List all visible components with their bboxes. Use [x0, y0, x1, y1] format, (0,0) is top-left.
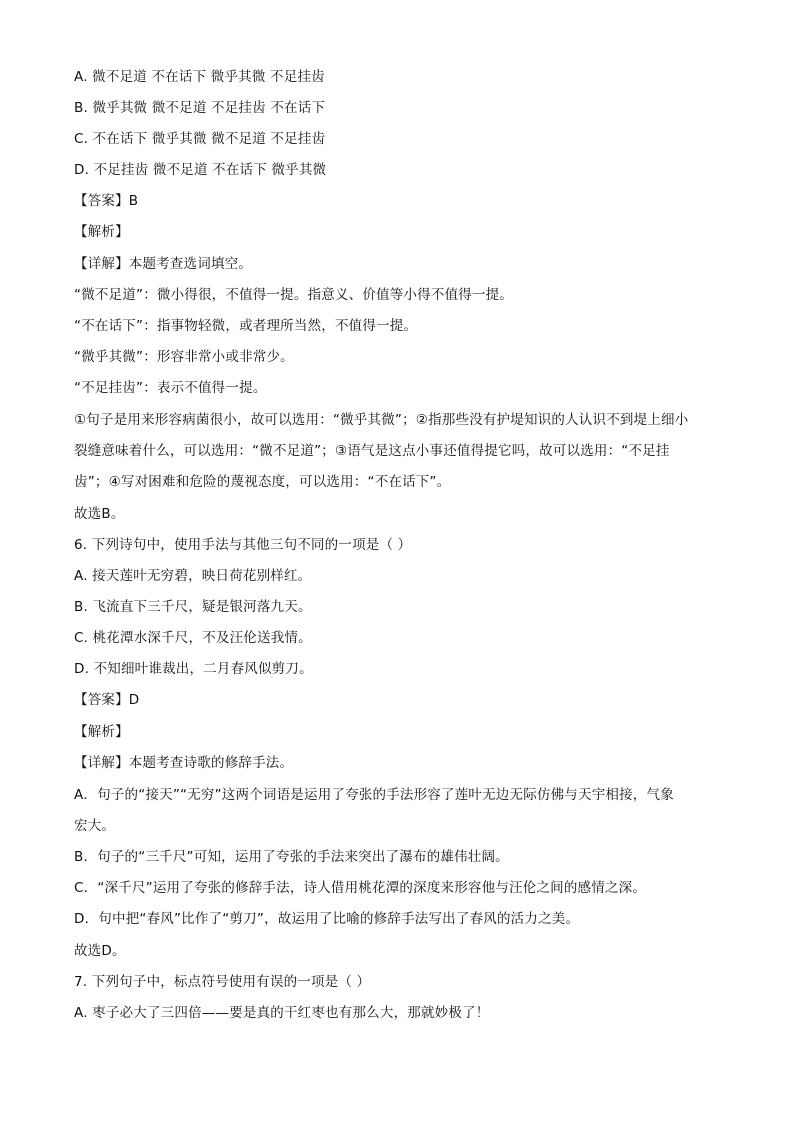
- explanation-d-line: D．句中把“春风”比作了“剪刀”，故运用了比喻的修辞手法写出了春风的活力之美。: [74, 911, 580, 927]
- explanation-paragraph-line: ①句子是用来形容病菌很小，故可以选用：“微乎其微”；②指那些没有护堤知识的人认识不到堤上细小: [74, 412, 689, 428]
- option-d: D. 不知细叶谁裁出，二月春风似剪刀。: [74, 661, 313, 677]
- answer-label: 【答案】D: [74, 692, 140, 708]
- option-b: B. 微乎其微 微不足道 不足挂齿 不在话下: [74, 100, 326, 116]
- option-a: A. 微不足道 不在话下 微乎其微 不足挂齿: [74, 69, 325, 85]
- option-c: C. 不在话下 微乎其微 微不足道 不足挂齿: [74, 131, 326, 147]
- explanation-c-line: C．“深千尺”运用了夸张的修辞手法，诗人借用桃花潭的深度来形容他与汪伦之间的感情之深。: [74, 880, 647, 896]
- definition-line: “微不足道”：微小得很，不值得一提。指意义、价值等小得不值得一提。: [74, 287, 514, 303]
- definition-line: “不足挂齿”：表示不值得一提。: [74, 380, 267, 396]
- explanation-a-line: 宏大。: [74, 818, 116, 834]
- explanation-paragraph-line: 齿”；④写对困难和危险的蔑视态度，可以选用：“不在话下”。: [74, 474, 451, 490]
- explanation-b-line: B．句子的“三千尺”可知，运用了夸张的手法来突出了瀑布的雄伟壮阔。: [74, 849, 509, 865]
- option-c: C. 桃花潭水深千尺，不及汪伦送我情。: [74, 630, 312, 646]
- explanation-intro: 【详解】本题考查诗歌的修辞手法。: [74, 755, 294, 771]
- analysis-label: 【解析】: [74, 724, 129, 740]
- analysis-label: 【解析】: [74, 224, 129, 240]
- option-a: A. 枣子必大了三四倍——要是真的干红枣也有那么大，那就妙极了！: [74, 1005, 490, 1021]
- option-d: D. 不足挂齿 微不足道 不在话下 微乎其微: [74, 162, 327, 178]
- explanation-paragraph-line: 裂缝意味着什么，可以选用：“微不足道”；③语气是这点小事还值得提它吗，故可以选用：“不足挂: [74, 443, 670, 459]
- option-b: B. 飞流直下三千尺，疑是银河落九天。: [74, 599, 312, 615]
- option-a: A. 接天莲叶无穷碧，映日荷花别样红。: [74, 568, 312, 584]
- conclusion-line: 故选B。: [74, 506, 125, 522]
- explanation-intro: 【详解】本题考查选词填空。: [74, 256, 253, 272]
- answer-label: 【答案】B: [74, 193, 139, 209]
- definition-line: “微乎其微”：形容非常小或非常少。: [74, 349, 294, 365]
- question-7-stem: 7. 下列句子中，标点符号使用有误的一项是（ ）: [74, 974, 371, 990]
- explanation-a-line: A．句子的“接天”“无穷”这两个词语是运用了夸张的手法形容了莲叶无边无际仿佛与天宇相接，气象: [74, 787, 674, 803]
- question-6-stem: 6. 下列诗句中，使用手法与其他三句不同的一项是（ ）: [74, 537, 412, 553]
- conclusion-line: 故选D。: [74, 943, 126, 959]
- definition-line: “不在话下”：指事物轻微，或者理所当然，不值得一提。: [74, 318, 418, 334]
